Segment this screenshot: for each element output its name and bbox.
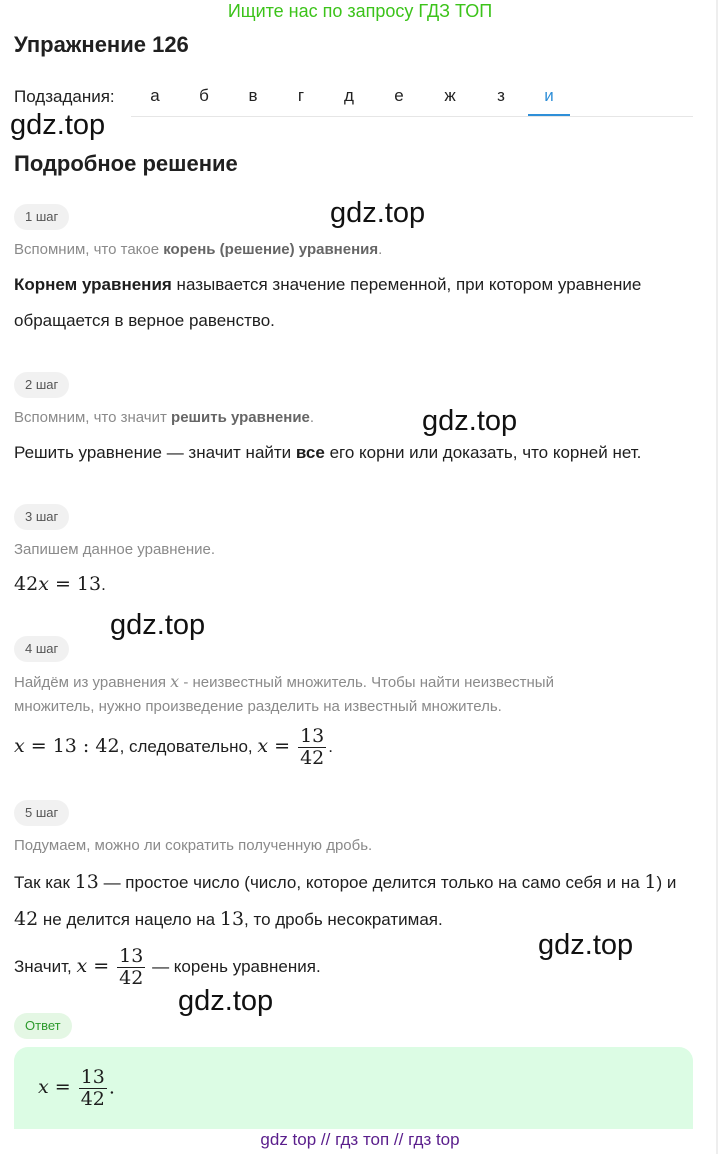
watermark: gdz.top [330,197,426,229]
conclusion: Значит, x = $\frac{13}{42}$ — корень уравнения. [14,944,321,989]
answer-box [14,1047,693,1129]
equation: x = 13 : 42, следовательно, x = $\frac{13}{42}$ . [14,724,333,769]
step-badge: 1 шаг [14,204,69,230]
tab-subtask-i[interactable]: и [528,80,570,116]
step-hint: Запишем данное уравнение. [14,541,216,558]
search-banner[interactable]: Ищите нас по запросу ГДЗ ТОП [227,1,493,21]
tab-subtask-d[interactable]: д [344,86,354,105]
watermark: gdz.top [10,109,106,141]
footer-links[interactable]: gdz top // гдз топ // гдз top [260,1130,460,1149]
fraction: $\frac{13}{42}$ [119,944,144,989]
step-text: Решить уравнение — значит найти все его корни или доказать, что корней нет. [14,443,642,462]
answer-badge: Ответ [14,1013,72,1039]
fraction: $\frac{13}{42}$ [80,1066,105,1110]
subtasks-label: Подзадания: [14,87,115,106]
subtasks-tabs [131,80,693,117]
tab-subtask-g[interactable]: г [297,86,305,105]
equation: 42x = 13. [14,573,106,595]
step-badge: 5 шаг [14,800,69,826]
step-badge: 4 шаг [14,636,69,662]
page-title: Упражнение 126 [14,32,189,57]
step-hint: Найдём из уравнения x - неизвестный множитель. Чтобы найти неизвестный множитель, нужно произведение разделить на известный множитель. [14,672,554,715]
watermark: gdz.top [422,405,518,437]
tab-subtask-zh[interactable]: ж [444,86,456,105]
step-badge: 2 шаг [14,372,69,398]
watermark: gdz.top [110,609,206,641]
tab-subtask-v[interactable]: в [248,86,258,105]
section-title: Подробное решение [14,151,238,176]
tab-subtask-z[interactable]: з [497,86,505,105]
watermark: gdz.top [538,929,634,961]
step-text: Так как 13 — простое число (число, которое делится только на само себя и на 1) и 42 не делится нацело на 13, то дробь несократимая. [14,871,677,930]
step-text: Корнем уравнения называется значение переменной, при котором уравнение обращается в верное равенство. [14,275,642,330]
tab-subtask-e[interactable]: е [394,86,404,105]
step-hint: Вспомним, что значит решить уравнение. [14,409,315,426]
tab-subtask-b[interactable]: б [199,86,209,105]
step-hint: Подумаем, можно ли сократить полученную дробь. [14,837,373,854]
fraction: $\frac{13}{42}$ [300,724,325,769]
step-hint: Вспомним, что такое корень (решение) уравнения. [14,241,383,258]
tab-subtask-a[interactable]: а [150,86,160,105]
scroll-edge [716,0,718,1154]
step-badge: 3 шаг [14,504,69,530]
watermark: gdz.top [178,985,274,1017]
answer-equation: x = $\frac{13}{42}$ . [38,1066,115,1110]
